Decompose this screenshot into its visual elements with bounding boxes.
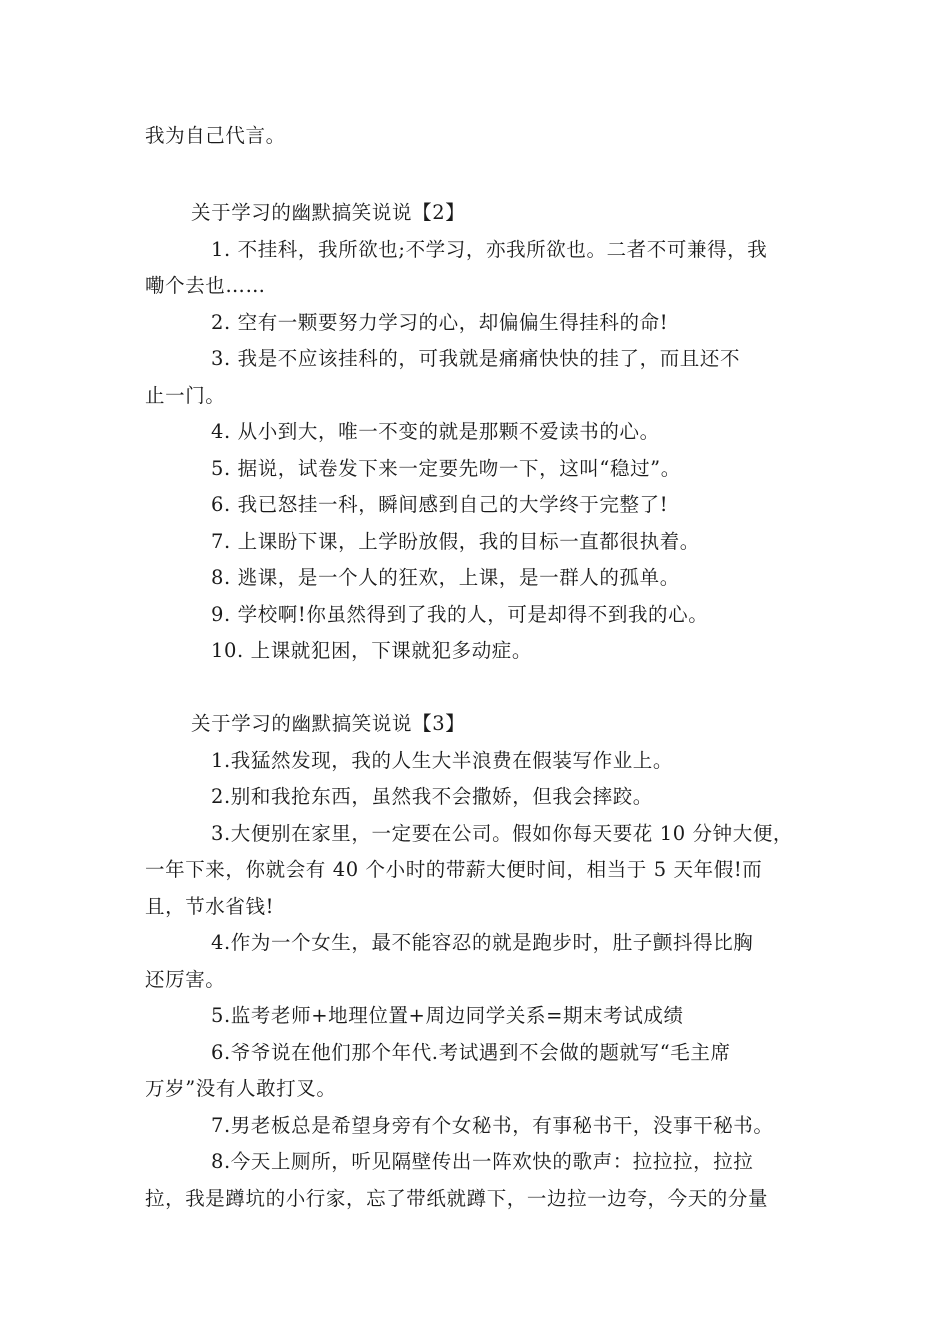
list-item-continuation-line: 万岁”没有人敢打叉。 [145,1077,337,1100]
list-item [145,524,810,561]
section-gap [145,155,810,192]
list-item-first-line: 3.大便别在家里，一定要在公司。假如你每天要花 10 分钟大便， [211,821,794,845]
list-item-first-line: 4. 从小到大，唯一不变的就是那颗不爱读书的心。 [211,420,660,443]
list-item-first-line: 2.别和我抢东西，虽然我不会撒娇，但我会摔跤。 [211,785,653,808]
list-item-first-line: 8. 逃课，是一个人的狂欢，上课，是一群人的孤单。 [211,566,680,589]
list-item [145,560,810,597]
list-item [145,451,810,488]
list-item-continuation-line: 还厉害。 [145,967,226,991]
list-item-first-line: 6. 我已怒挂一科，瞬间感到自己的大学终于完整了! [211,493,669,516]
list-item-first-line: 7.男老板总是希望身旁有个女秘书，有事秘书干，没事干秘书。 [211,1113,774,1137]
list-item [145,925,810,998]
list-item [145,633,810,670]
list-item-first-line: 9. 学校啊!你虽然得到了我的人，可是却得不到我的心。 [211,602,709,626]
section-gap [145,670,810,707]
list-item-first-line: 1.我猛然发现，我的人生大半浪费在假装写作业上。 [211,748,674,772]
list-item-first-line: 4.作为一个女生，最不能容忍的就是跑步时，肚子颤抖得比胸 [211,931,754,954]
list-item [145,1108,810,1145]
list-item-continuation-line: 止一门。 [145,383,226,407]
list-item-continuation-line: 嘞个去也…… [145,274,266,297]
intro-line: 我为自己代言。 [145,124,286,147]
section-2-heading: 关于学习的幽默搞笑说说【2】 [191,201,466,224]
section-3-list [145,743,810,1218]
list-item [145,816,810,926]
list-item [145,414,810,451]
list-item [145,232,810,305]
list-item-first-line: 7. 上课盼下课，上学盼放假，我的目标一直都很执着。 [211,529,700,553]
list-item-first-line: 1. 不挂科，我所欲也;不学习，亦我所欲也。二者不可兼得，我 [211,237,768,261]
list-item [145,1144,810,1217]
list-item-continuation-line: 且，节水省钱! [145,894,275,918]
document-page [145,118,810,1217]
list-item [145,743,810,780]
list-item [145,487,810,524]
list-item [145,779,810,816]
list-item [145,341,810,414]
list-item-first-line: 8.今天上厕所，听见隔壁传出一阵欢快的歌声：拉拉拉，拉拉 [211,1150,754,1173]
list-item-first-line: 10. 上课就犯困，下课就犯多动症。 [211,639,533,662]
list-item-first-line: 5.监考老师+地理位置+周边同学关系=期末考试成绩 [211,1004,684,1027]
section-2-list [145,232,810,670]
list-item [145,597,810,634]
list-item-first-line: 5. 据说，试卷发下来一定要先吻一下，这叫“稳过”。 [211,456,681,480]
list-item [145,1035,810,1108]
list-item [145,998,810,1035]
list-item-first-line: 2. 空有一颗要努力学习的心，却偏偏生得挂科的命! [211,310,669,334]
list-item-continuation-line: 一年下来，你就会有 40 个小时的带薪大便时间，相当于 5 天年假!而 [145,858,763,881]
list-item-first-line: 6.爷爷说在他们那个年代.考试遇到不会做的题就写“毛主席 [211,1040,731,1064]
list-item-first-line: 3. 我是不应该挂科的，可我就是痛痛快快的挂了，而且还不 [211,347,741,370]
list-item [145,305,810,342]
list-item-continuation-line: 拉，我是蹲坑的小行家，忘了带纸就蹲下，一边拉一边夸，今天的分量 [145,1186,769,1210]
section-3-heading: 关于学习的幽默搞笑说说【3】 [191,712,466,735]
